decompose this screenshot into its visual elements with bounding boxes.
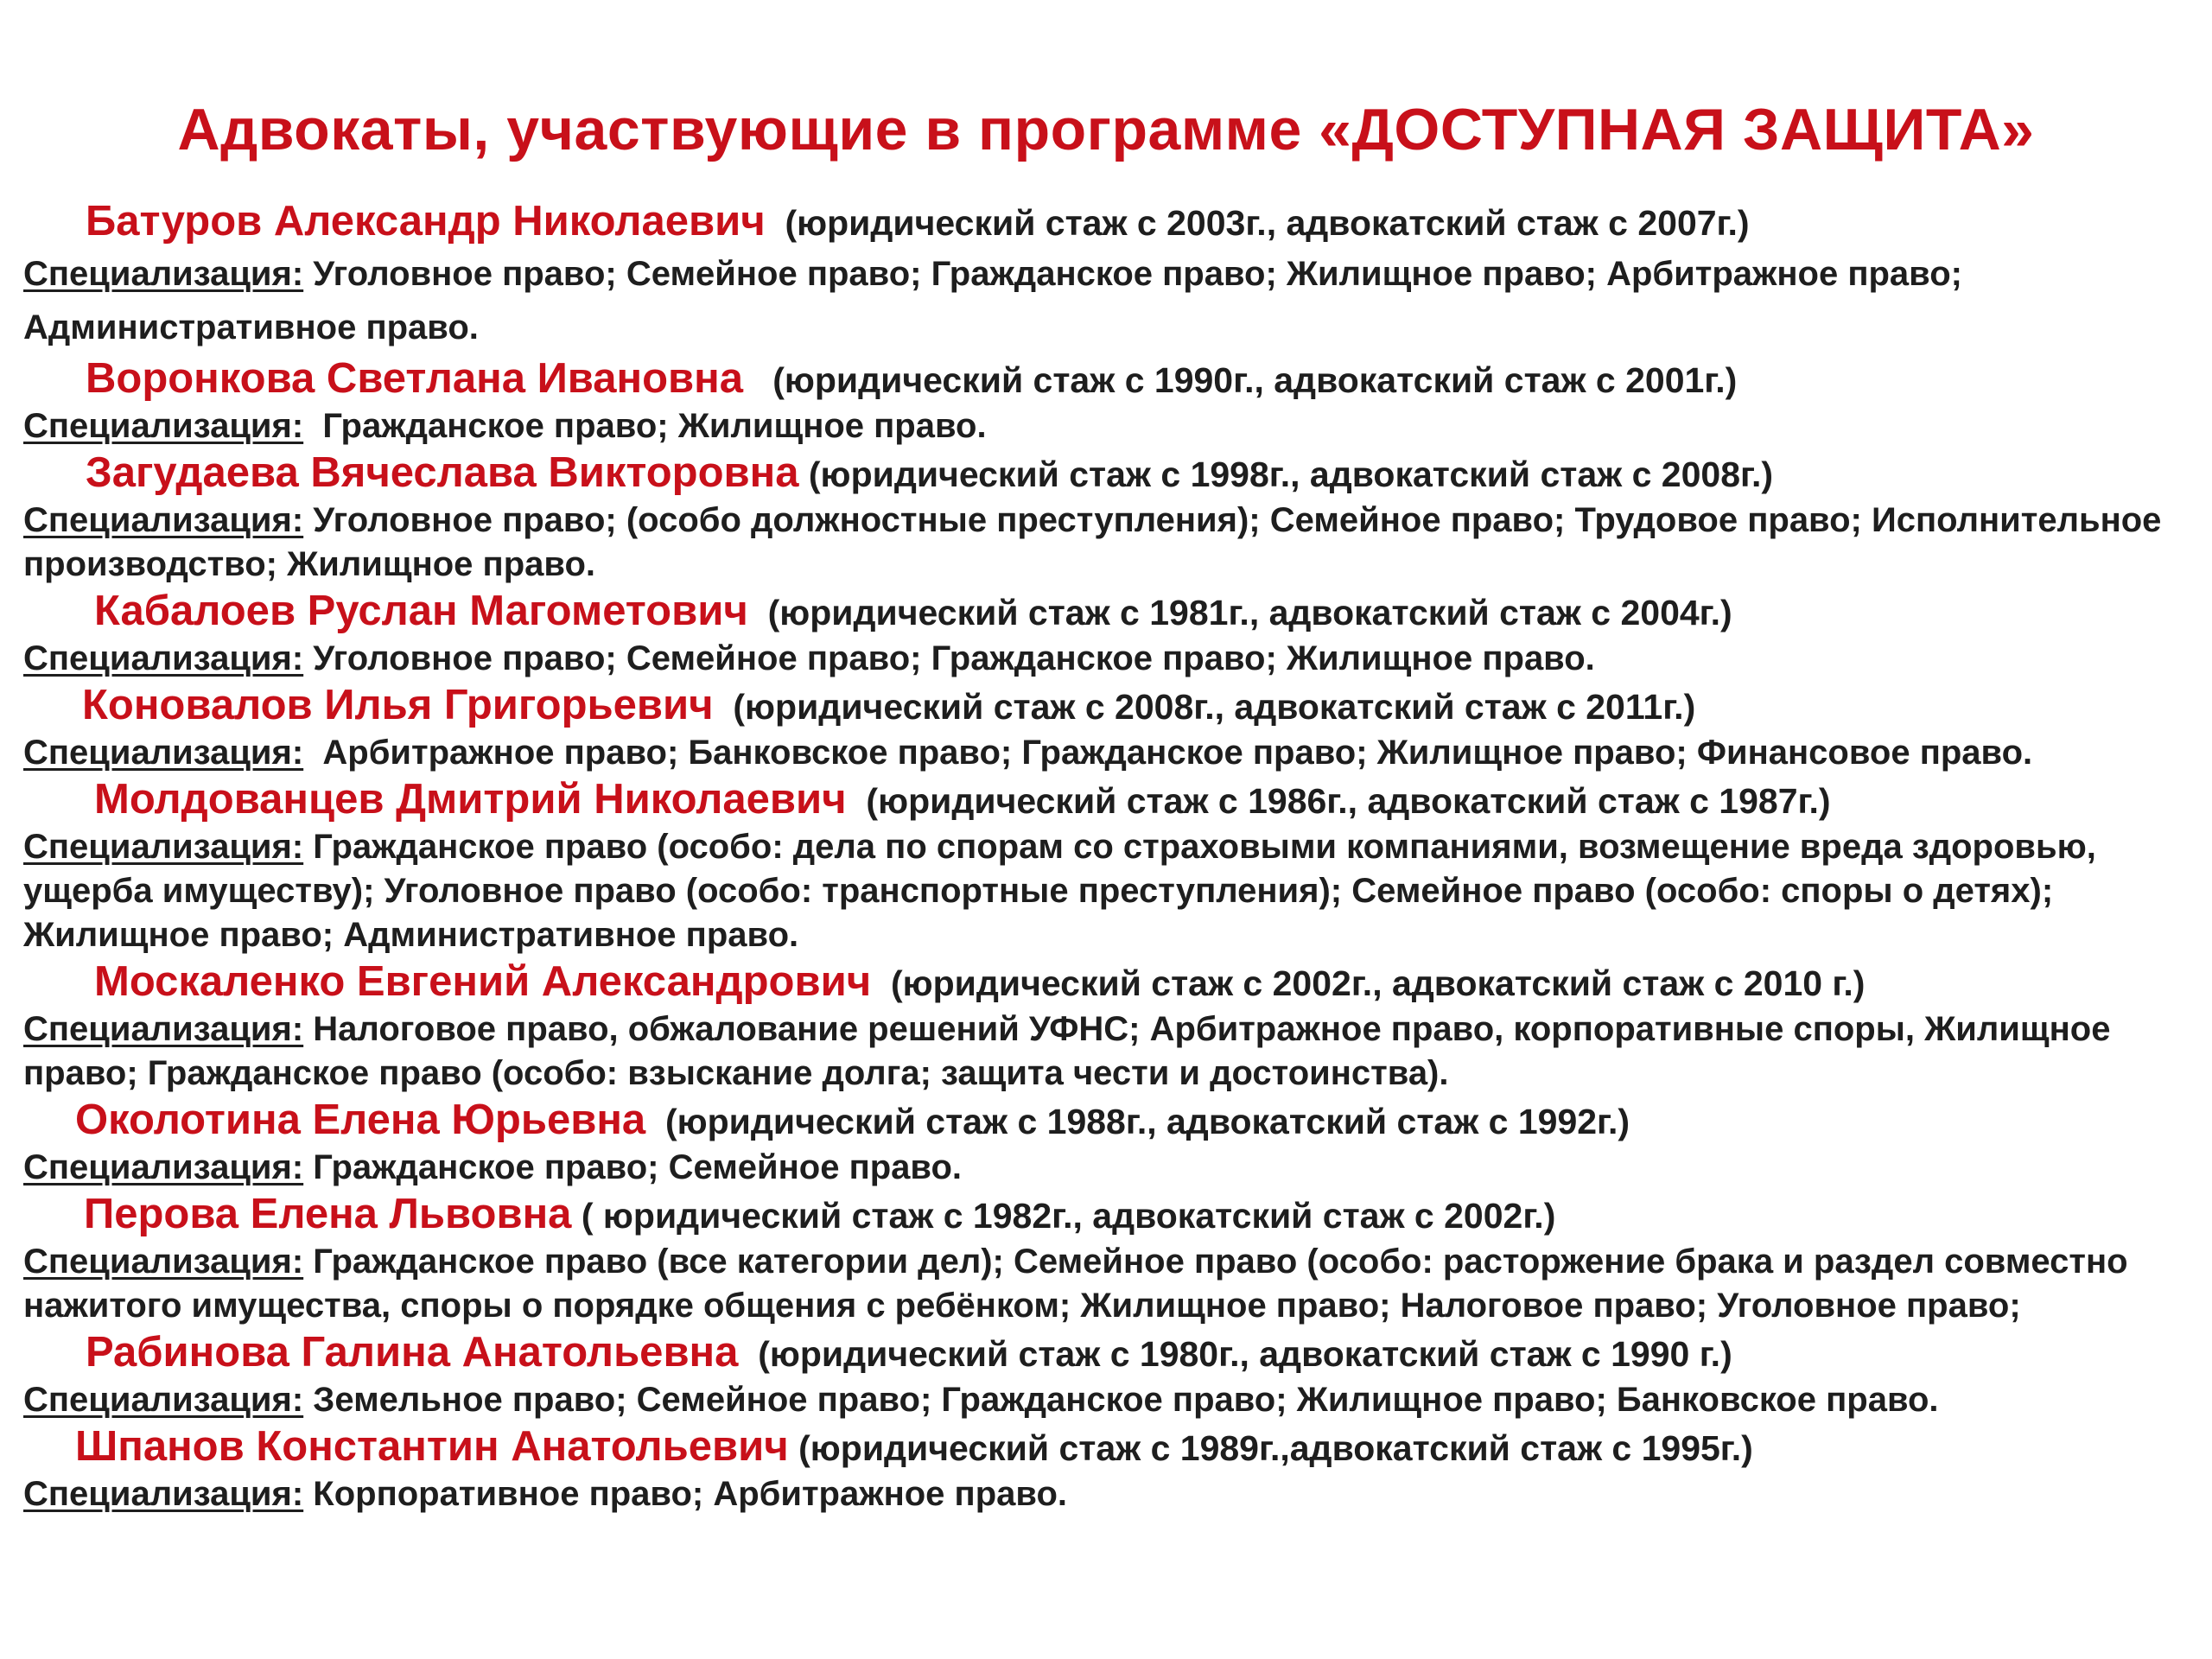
lawyer-name-line: [23, 1422, 2201, 1472]
specialization-label: Специализация:: [23, 1475, 304, 1513]
lawyer-entry: [23, 1190, 2201, 1328]
lawyer-name-line: [23, 354, 2201, 404]
lawyer-list: [23, 197, 2201, 1516]
specialization-line: [23, 1146, 2201, 1190]
lawyer-experience: (юридический стаж с 2002г., адвокатский стаж с 2010 г.): [890, 963, 1866, 1003]
specialization-label: Специализация:: [23, 828, 304, 866]
specialization-label: Специализация:: [23, 1010, 304, 1048]
lawyer-entry: [23, 587, 2201, 681]
lawyer-experience: (юридический стаж с 2008г., адвокатский стаж с 2011г.): [733, 687, 1696, 727]
lawyer-name: Коновалов Илья Григорьевич: [82, 682, 714, 728]
specialization-text: Гражданское право (все категории дел); Семейное право (особо: расторжение брака и раздел совместно нажитого имущества, споры о порядке общения с ребёнком; Жилищное право; Налоговое право; Уголовное право;: [23, 1243, 2128, 1325]
lawyer-experience: (юридический стаж с 1989г.,адвокатский стаж с 1995г.): [798, 1428, 1753, 1468]
specialization-line: [23, 404, 2201, 448]
specialization-label: Специализация:: [23, 255, 304, 293]
lawyer-experience: ( юридический стаж с 1982г., адвокатский стаж с 2002г.): [581, 1196, 1556, 1236]
specialization-text: Земельное право; Семейное право; Гражданское право; Жилищное право; Банковское право.: [313, 1381, 1939, 1419]
specialization-text: Уголовное право; Семейное право; Гражданское право; Жилищное право; Арбитражное право; Административное право.: [23, 255, 1962, 346]
specialization-label: Специализация:: [23, 639, 304, 677]
lawyer-name-line: [23, 197, 2201, 247]
lawyer-entry: [23, 1328, 2201, 1422]
specialization-line: [23, 637, 2201, 681]
specialization-label: Специализация:: [23, 501, 304, 539]
specialization-text: Корпоративное право; Арбитражное право.: [313, 1475, 1067, 1513]
specialization-label: Специализация:: [23, 407, 304, 445]
specialization-text: Уголовное право; Семейное право; Гражданское право; Жилищное право.: [313, 639, 1595, 677]
specialization-text: Гражданское право; Семейное право.: [313, 1148, 963, 1186]
specialization-line: [23, 1007, 2201, 1096]
specialization-text: Гражданское право; Жилищное право.: [322, 407, 987, 445]
lawyer-name-line: [23, 957, 2201, 1007]
specialization-text: Арбитражное право; Банковское право; Гражданское право; Жилищное право; Финансовое право.: [322, 734, 2033, 772]
page-title: Адвокаты, участвующие в программе «ДОСТУПНАЯ ЗАЩИТА»: [177, 97, 2035, 162]
lawyer-name: Шпанов Константин Анатольевич: [75, 1423, 789, 1470]
lawyer-entry: [23, 681, 2201, 775]
specialization-label: Специализация:: [23, 1243, 304, 1281]
lawyer-name: Молдованцев Дмитрий Николаевич: [94, 776, 847, 823]
lawyer-experience: (юридический стаж с 1981г., адвокатский стаж с 2004г.): [767, 593, 1732, 632]
lawyer-name-line: [23, 587, 2201, 637]
specialization-line: [23, 499, 2201, 587]
lawyer-entry: [23, 1096, 2201, 1190]
specialization-label: Специализация:: [23, 734, 304, 772]
lawyer-experience: (юридический стаж с 1990г., адвокатский стаж с 2001г.): [772, 360, 1738, 400]
lawyer-name: Околотина Елена Юрьевна: [75, 1096, 646, 1143]
specialization-text: Уголовное право; (особо должностные преступления); Семейное право; Трудовое право; Исполнительное производство; Жилищное право.: [23, 501, 2162, 583]
specialization-label: Специализация:: [23, 1381, 304, 1419]
specialization-line: [23, 247, 2201, 354]
lawyer-entry: [23, 354, 2201, 448]
lawyer-name-line: [23, 1096, 2201, 1146]
lawyer-experience: (юридический стаж с 1986г., адвокатский стаж с 1987г.): [866, 781, 1831, 821]
lawyer-name: Воронкова Светлана Ивановна: [86, 355, 744, 402]
lawyer-experience: (юридический стаж с 1980г., адвокатский стаж с 1990 г.): [758, 1334, 1732, 1374]
lawyer-entry: [23, 775, 2201, 957]
lawyer-name: Москаленко Евгений Александрович: [94, 958, 872, 1005]
lawyer-name-line: [23, 681, 2201, 731]
lawyer-experience: (юридический стаж с 1988г., адвокатский стаж с 1992г.): [664, 1102, 1630, 1141]
specialization-line: [23, 1378, 2201, 1422]
specialization-line: [23, 731, 2201, 775]
specialization-label: Специализация:: [23, 1148, 304, 1186]
specialization-text: Налоговое право, обжалование решений УФНС; Арбитражное право, корпоративные споры, Жилищное право; Гражданское право (особо: взыскание долга; защита чести и достоинства).: [23, 1010, 2111, 1092]
lawyer-name-line: [23, 775, 2201, 825]
specialization-line: [23, 825, 2201, 957]
lawyer-entry: [23, 448, 2201, 587]
lawyer-name: Перова Елена Львовна: [84, 1191, 572, 1237]
lawyer-entry: [23, 1422, 2201, 1516]
lawyer-name: Кабалоев Руслан Магометович: [94, 588, 748, 634]
lawyer-name-line: [23, 1190, 2201, 1240]
lawyer-entry: [23, 957, 2201, 1096]
specialization-line: [23, 1472, 2201, 1516]
lawyer-experience: (юридический стаж с 1998г., адвокатский стаж с 2008г.): [808, 454, 1774, 494]
lawyer-experience: (юридический стаж с 2003г., адвокатский стаж с 2007г.): [785, 203, 1750, 243]
lawyer-name-line: [23, 448, 2201, 499]
lawyer-name: Загудаева Вячеслава Викторовна: [86, 449, 799, 496]
specialization-text: Гражданское право (особо: дела по спорам со страховыми компаниями, возмещение вреда здоровью, ущерба имуществу); Уголовное право (особо: транспортные преступления); Семейное право (особо: споры о детях); Жилищное право; Административное право.: [23, 828, 2096, 954]
lawyer-name: Рабинова Галина Анатольевна: [86, 1329, 739, 1376]
lawyer-name-line: [23, 1328, 2201, 1378]
lawyer-name: Батуров Александр Николаевич: [86, 198, 766, 245]
specialization-line: [23, 1240, 2201, 1328]
lawyer-entry: [23, 197, 2201, 354]
